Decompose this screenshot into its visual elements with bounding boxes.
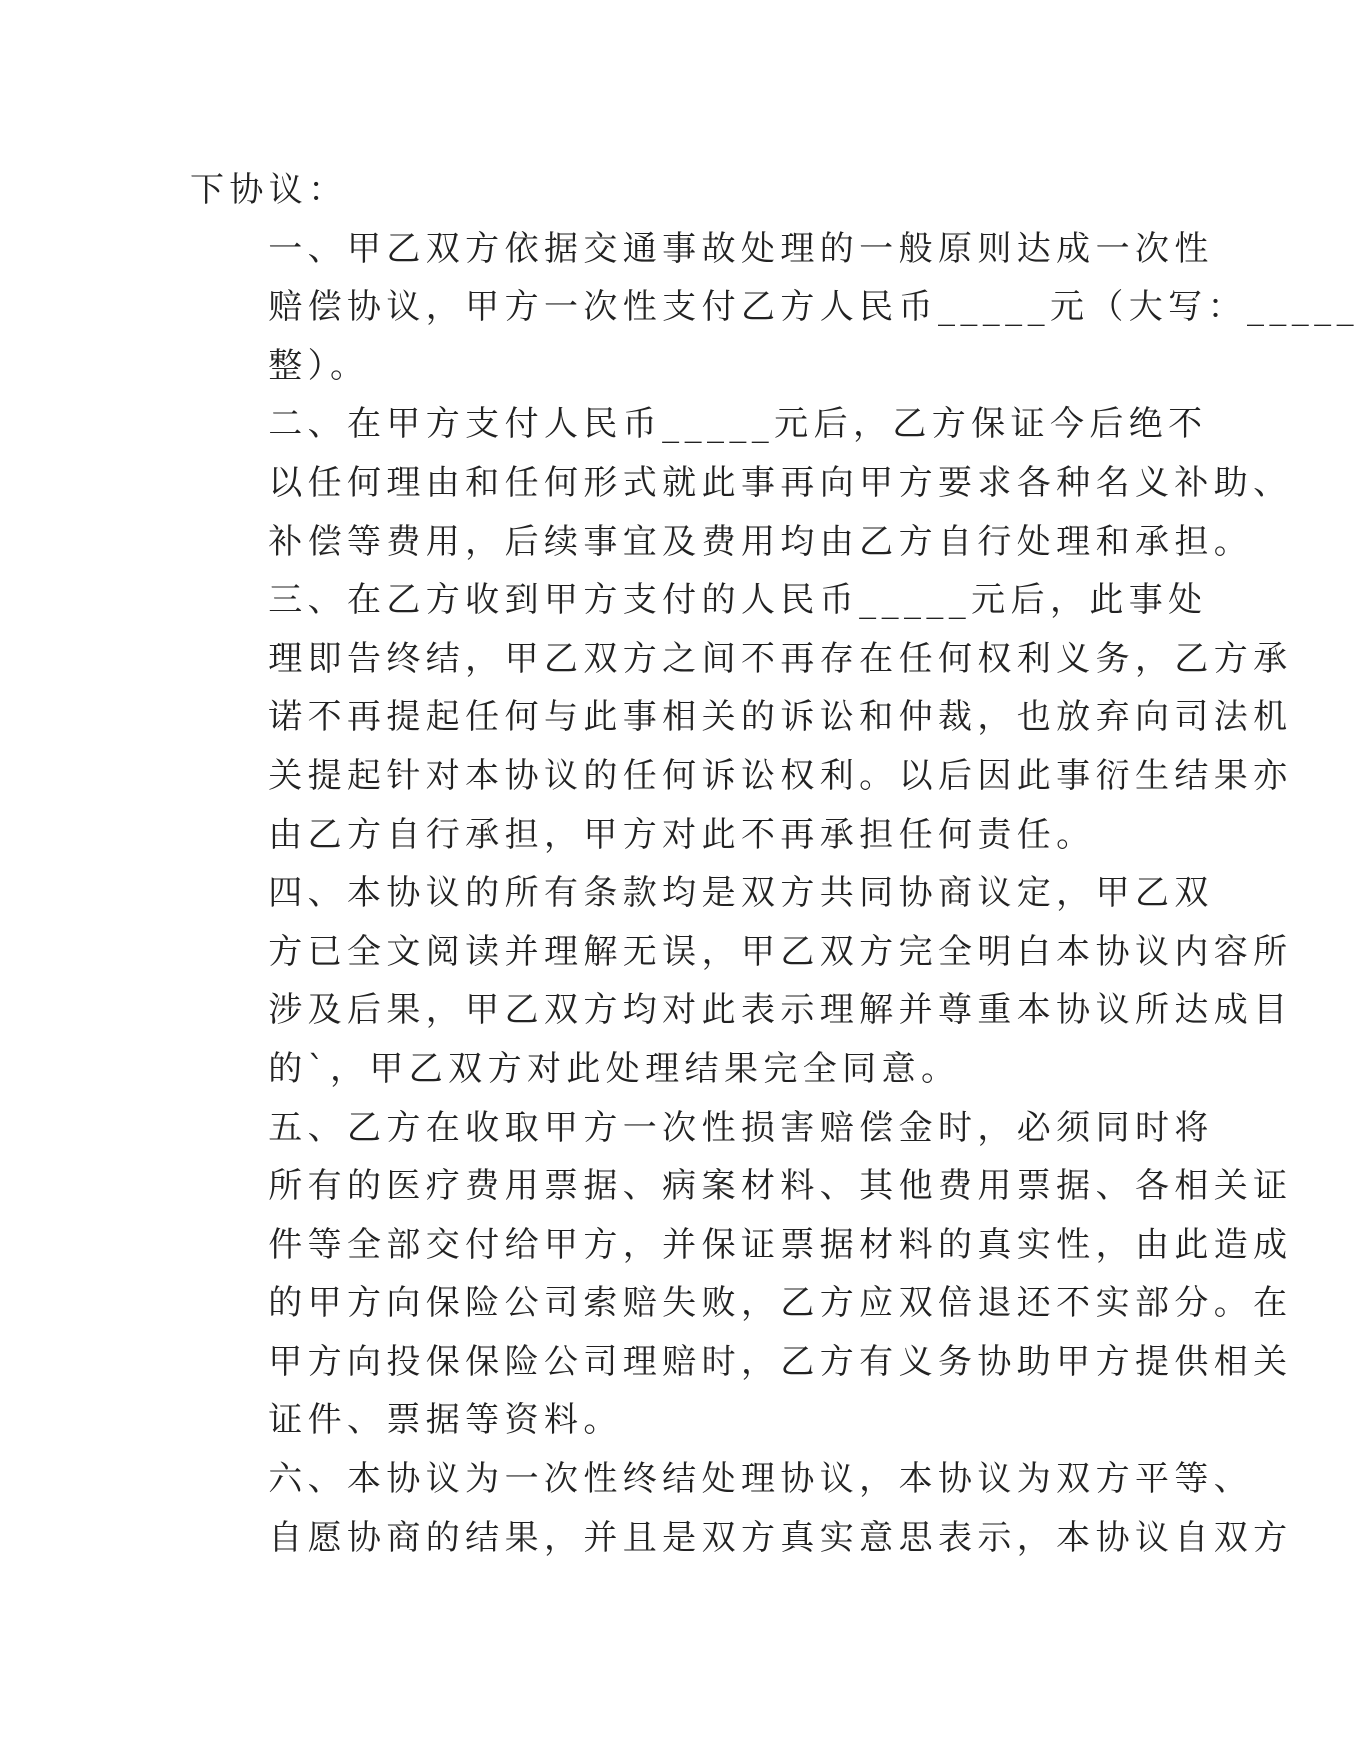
clause-2 xyxy=(190,395,1293,571)
text-line: 的`，甲乙双方对此处理结果完全同意。 xyxy=(268,1048,961,1089)
text-line: 件等全部交付给甲方，并保证票据材料的真实性，由此造成 xyxy=(268,1224,1293,1265)
text-line: 的甲方向保险公司索赔失败，乙方应双倍退还不实部分。在 xyxy=(268,1283,1293,1324)
text-line: 证件、票据等资料。 xyxy=(268,1400,623,1441)
text-line: 诺不再提起任何与此事相关的诉讼和仲裁，也放弃向司法机 xyxy=(268,697,1293,738)
text-line: 整）。 xyxy=(268,345,370,386)
clause-1 xyxy=(190,220,1359,396)
text-line: 一、甲乙双方依据交通事故处理的一般原则达成一次性 xyxy=(268,228,1214,269)
clause-3 xyxy=(190,571,1293,864)
text-line: 六、本协议为一次性终结处理协议，本协议为双方平等、 xyxy=(268,1459,1254,1500)
text-line: 理即告终结，甲乙双方之间不再存在任何权利义务，乙方承 xyxy=(268,638,1293,679)
text-line: 补偿等费用，后续事宜及费用均由乙方自行处理和承担。 xyxy=(268,521,1254,562)
text-line: 以任何理由和任何形式就此事再向甲方要求各种名义补助、 xyxy=(268,462,1293,503)
agreement-body xyxy=(190,161,1359,1567)
text-line: 关提起针对本协议的任何诉讼权利。以后因此事衍生结果亦 xyxy=(268,755,1293,796)
text-line: 甲方向投保保险公司理赔时，乙方有义务协助甲方提供相关 xyxy=(268,1341,1293,1382)
text-line: 下协议： xyxy=(190,170,348,210)
text-line: 四、本协议的所有条款均是双方共同协商议定，甲乙双 xyxy=(268,873,1214,914)
text-line: 赔偿协议，甲方一次性支付乙方人民币_____元（大写：_____ xyxy=(268,287,1359,328)
clause-6 xyxy=(190,1450,1293,1567)
text-line: 方已全文阅读并理解无误，甲乙双方完全明白本协议内容所 xyxy=(268,931,1293,972)
text-line: 涉及后果，甲乙双方均对此表示理解并尊重本协议所达成目 xyxy=(268,990,1293,1031)
text-line: 由乙方自行承担，甲方对此不再承担任何责任。 xyxy=(268,814,1096,855)
text-line: 所有的医疗费用票据、病案材料、其他费用票据、各相关证 xyxy=(268,1166,1293,1207)
clause-4 xyxy=(190,864,1293,1098)
paragraph-intro xyxy=(190,161,1050,220)
text-line: 自愿协商的结果，并且是双方真实意思表示，本协议自双方 xyxy=(268,1517,1293,1558)
text-line: 五、乙方在收取甲方一次性损害赔偿金时，必须同时将 xyxy=(268,1107,1214,1148)
clause-5 xyxy=(190,1099,1293,1451)
text-line: 三、在乙方收到甲方支付的人民币_____元后，此事处 xyxy=(268,580,1208,621)
text-line: 二、在甲方支付人民币_____元后，乙方保证今后绝不 xyxy=(268,404,1208,445)
